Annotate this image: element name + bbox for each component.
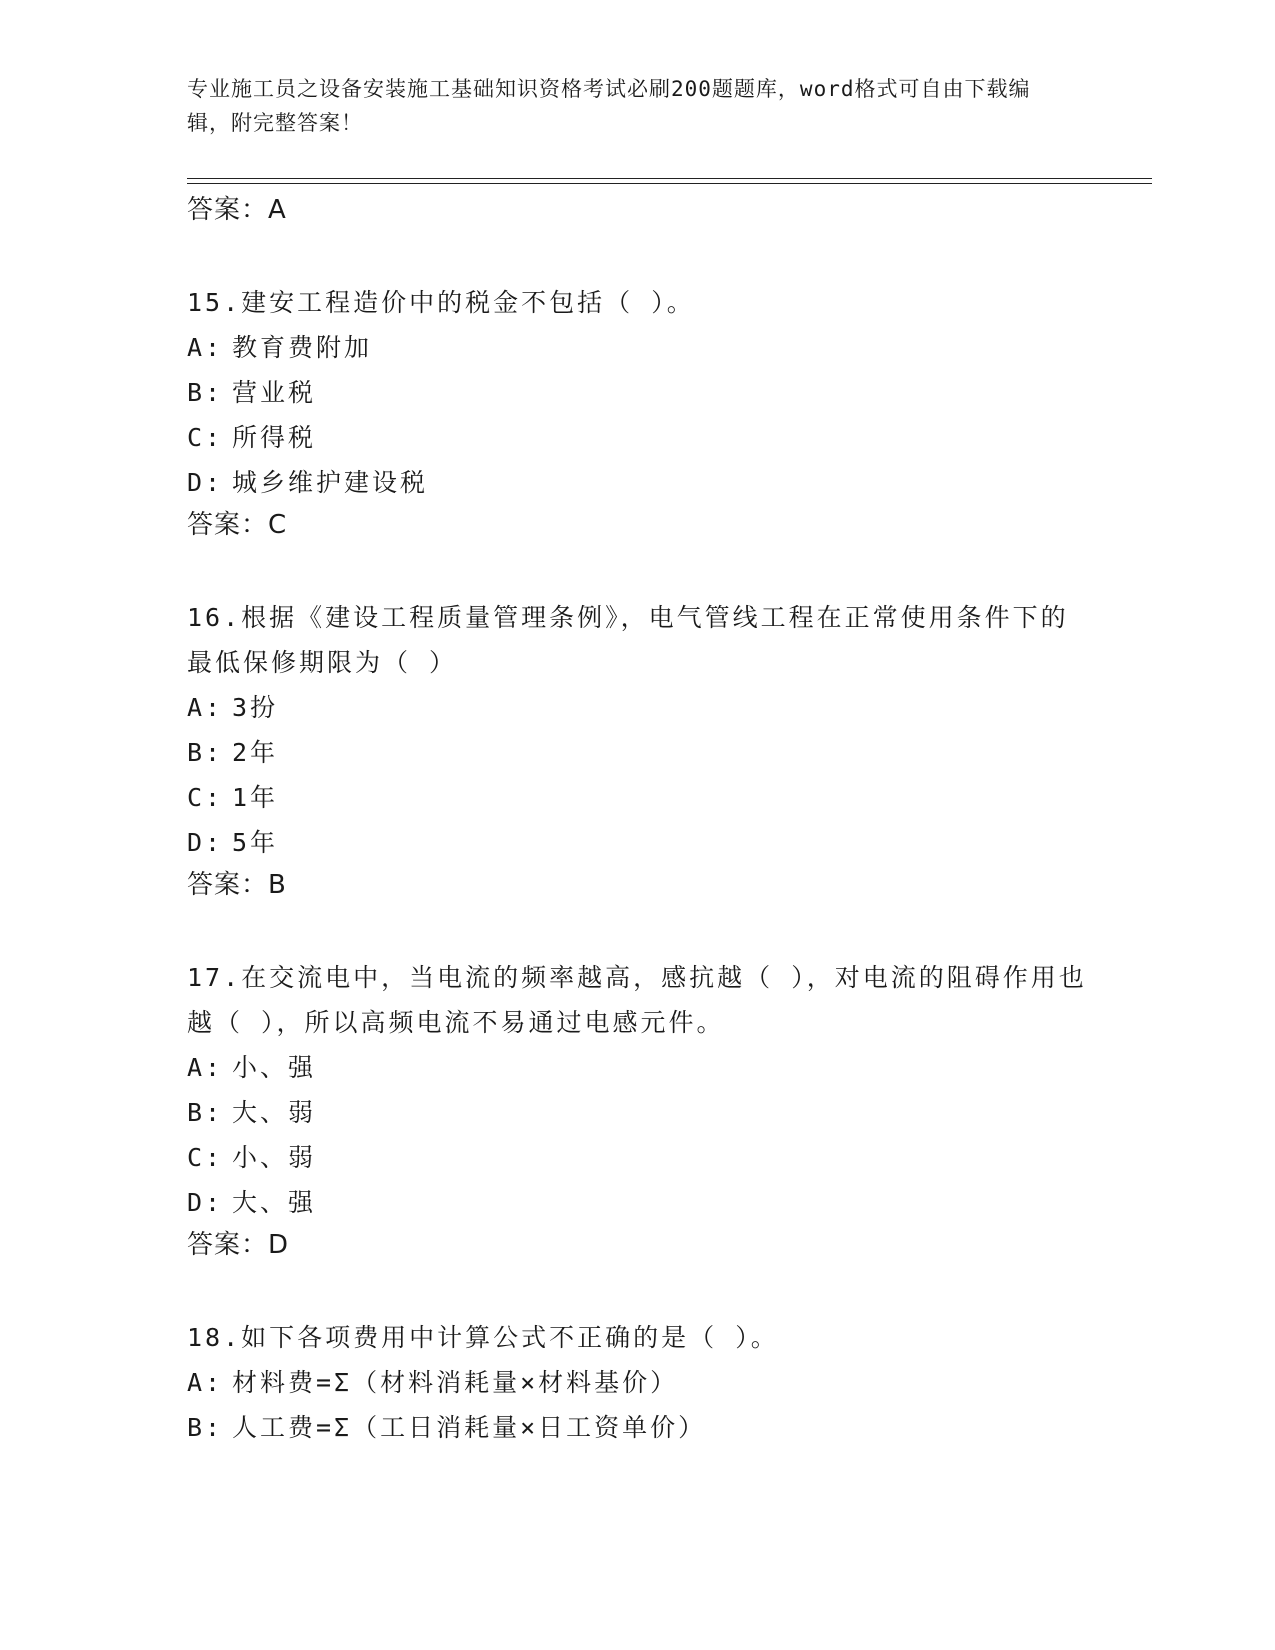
option-key: C: — [187, 1143, 224, 1172]
question-18 — [187, 1315, 1087, 1450]
option-text: 人工费=Σ（工日消耗量×日工资单价） — [232, 1413, 707, 1442]
option-d — [187, 820, 1087, 865]
option-key: A: — [187, 333, 224, 362]
option-key: C: — [187, 423, 224, 452]
option-a — [187, 685, 1087, 730]
question-16 — [187, 595, 1087, 905]
question-list — [187, 190, 1087, 1450]
option-key: A: — [187, 1053, 224, 1082]
option-text: 5年 — [232, 828, 279, 857]
option-key: B: — [187, 378, 224, 407]
option-key: B: — [187, 1413, 224, 1442]
document-header — [187, 72, 1067, 140]
option-key: A: — [187, 693, 224, 722]
option-text: 2年 — [232, 738, 279, 767]
option-text: 1年 — [232, 783, 279, 812]
option-b — [187, 1405, 1087, 1450]
answer: 答案：D — [187, 1230, 290, 1260]
option-c — [187, 415, 1087, 460]
option-d — [187, 1180, 1087, 1225]
header-divider-bottom — [187, 183, 1152, 184]
option-text: 所得税 — [232, 423, 317, 452]
option-text: 大、弱 — [232, 1098, 317, 1127]
option-text: 3扮 — [232, 693, 279, 722]
answer: 答案：B — [187, 870, 287, 900]
question-17 — [187, 955, 1087, 1265]
header-divider-top — [187, 178, 1152, 179]
option-text: 小、弱 — [232, 1143, 317, 1172]
option-b — [187, 1090, 1087, 1135]
question-stem: 17.在交流电中，当电流的频率越高，感抗越（ ），对电流的阻碍作用也越（ ），所以高频电流不易通过电感元件。 — [187, 963, 1087, 1037]
option-c — [187, 1135, 1087, 1180]
option-text: 教育费附加 — [232, 333, 373, 362]
option-b — [187, 370, 1087, 415]
question-stem: 18.如下各项费用中计算公式不正确的是（ ）。 — [187, 1323, 779, 1352]
option-a — [187, 1045, 1087, 1090]
answer: 答案：C — [187, 510, 288, 540]
question-stem: 15.建安工程造价中的税金不包括（ ）。 — [187, 288, 695, 317]
option-a — [187, 325, 1087, 370]
option-b — [187, 730, 1087, 775]
question-15 — [187, 280, 1087, 545]
option-key: B: — [187, 1098, 224, 1127]
option-key: A: — [187, 1368, 224, 1397]
option-d — [187, 460, 1087, 505]
option-text: 材料费=Σ（材料消耗量×材料基价） — [232, 1368, 679, 1397]
option-key: D: — [187, 468, 224, 497]
option-text: 城乡维护建设税 — [232, 468, 429, 497]
question-stem: 16.根据《建设工程质量管理条例》，电气管线工程在正常使用条件下的最低保修期限为（ ） — [187, 603, 1069, 677]
option-key: D: — [187, 828, 224, 857]
option-key: D: — [187, 1188, 224, 1217]
option-a — [187, 1360, 1087, 1405]
option-key: B: — [187, 738, 224, 767]
option-c — [187, 775, 1087, 820]
header-text: 专业施工员之设备安装施工基础知识资格考试必刷200题题库，word格式可自由下载编辑，附完整答案！ — [187, 77, 1031, 135]
option-key: C: — [187, 783, 224, 812]
option-text: 大、强 — [232, 1188, 317, 1217]
option-text: 小、强 — [232, 1053, 317, 1082]
option-text: 营业税 — [232, 378, 317, 407]
previous-answer: 答案：A — [187, 195, 287, 225]
